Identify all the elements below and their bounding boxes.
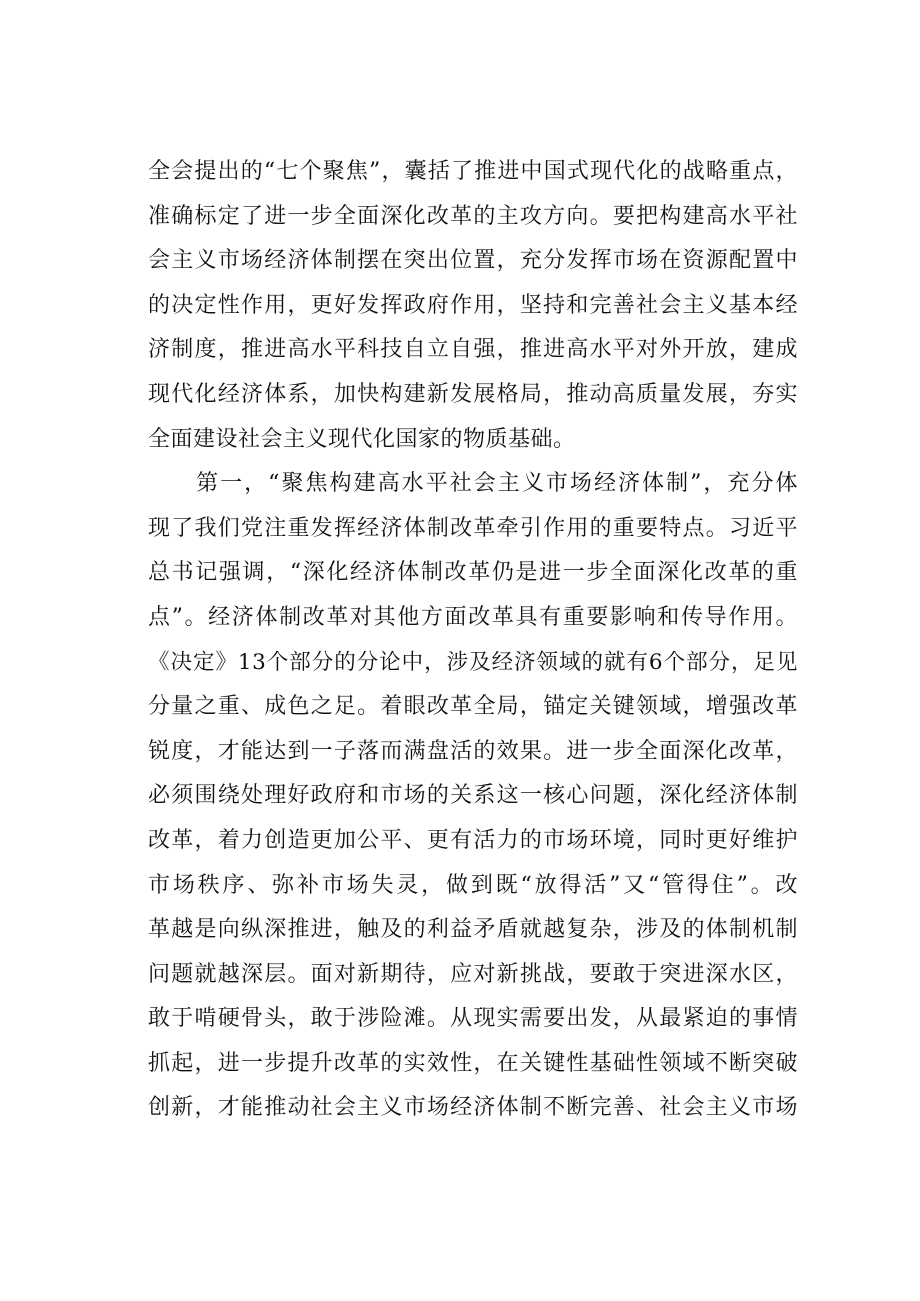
text-line: 会主义市场经济体制摆在突出位置，充分发挥市场在资源配置中 <box>148 248 798 274</box>
paragraph-1 <box>148 150 798 462</box>
text-line: 第一，“聚焦构建高水平社会主义市场经济体制”，充分体 <box>148 471 798 497</box>
text-line: 点”。经济体制改革对其他方面改革具有重要影响和传导作用。 <box>148 604 798 630</box>
text-line: 全会提出的“七个聚焦”，囊括了推进中国式现代化的战略重点， <box>148 159 798 184</box>
document-body <box>148 150 798 1131</box>
text-line: 问题就越深层。面对新期待，应对新挑战，要敢于突进深水区， <box>148 961 798 987</box>
text-line: 全面建设社会主义现代化国家的物质基础。 <box>148 426 576 452</box>
text-line: 分量之重、成色之足。着眼改革全局，锚定关键领域，增强改革 <box>148 694 798 720</box>
text-line: 抓起，进一步提升改革的实效性，在关键性基础性领域不断突破 <box>148 1050 798 1076</box>
text-line: 敢于啃硬骨头，敢于涉险滩。从现实需要出发，从最紧迫的事情 <box>148 1006 798 1032</box>
text-line: 锐度，才能达到一子落而满盘活的效果。进一步全面深化改革， <box>148 738 798 764</box>
text-line: 现代化经济体系，加快构建新发展格局，推动高质量发展，夯实 <box>148 381 798 407</box>
text-line: 现了我们党注重发挥经济体制改革牵引作用的重要特点。习近平 <box>148 515 798 541</box>
text-line: 准确标定了进一步全面深化改革的主攻方向。要把构建高水平社 <box>148 203 798 229</box>
text-line: 《决定》13个部分的分论中，涉及经济领域的就有6个部分，足见 <box>148 649 798 675</box>
text-line: 市场秩序、弥补市场失灵，做到既“放得活”又“管得住”。改 <box>148 872 798 898</box>
text-line: 必须围绕处理好政府和市场的关系这一核心问题，深化经济体制 <box>148 783 798 809</box>
text-line: 创新，才能推动社会主义市场经济体制不断完善、社会主义市场 <box>148 1095 798 1121</box>
paragraph-2 <box>148 462 798 1131</box>
text-line: 的决定性作用，更好发挥政府作用，坚持和完善社会主义基本经 <box>148 292 798 318</box>
text-line: 总书记强调，“深化经济体制改革仍是进一步全面深化改革的重 <box>148 560 798 586</box>
text-line: 革越是向纵深推进，触及的利益矛盾就越复杂，涉及的体制机制 <box>148 917 798 943</box>
text-line: 改革，着力创造更加公平、更有活力的市场环境，同时更好维护 <box>148 827 798 853</box>
text-line: 济制度，推进高水平科技自立自强，推进高水平对外开放，建成 <box>148 337 798 363</box>
